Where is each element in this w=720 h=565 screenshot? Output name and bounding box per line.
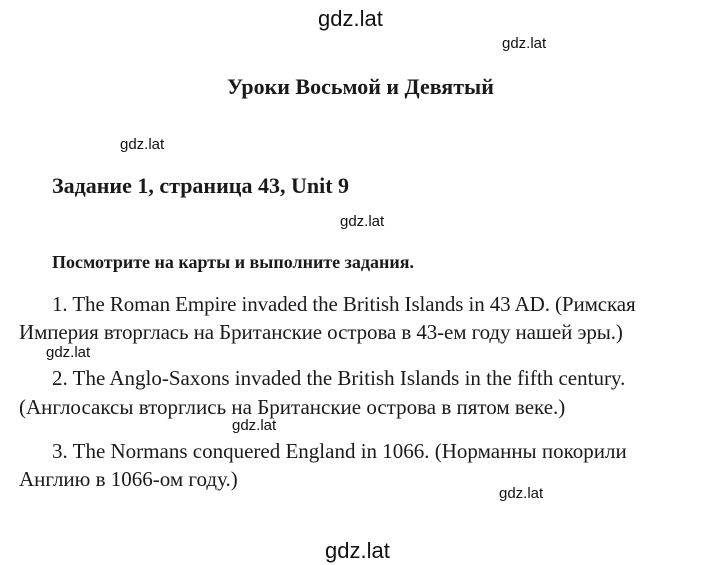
watermark: gdz.lat	[46, 344, 91, 361]
item-2-line-1: 2. The Anglo-Saxons invaded the British Islands in the fifth century.	[52, 366, 626, 390]
item-3-line-2: Англию в 1066-ом году.)	[19, 467, 238, 491]
watermark: gdz.lat	[232, 417, 277, 434]
item-3-line-1: 3. The Normans conquered England in 1066. (Норманны покорили	[52, 439, 627, 463]
watermark: gdz.lat	[120, 136, 165, 153]
item-1-line-2: Империя вторглась на Британские острова в 43-ем году нашей эры.)	[19, 320, 623, 344]
watermark: gdz.lat	[502, 35, 547, 52]
task-heading: Задание 1, страница 43, Unit 9	[52, 173, 350, 198]
page-title: Уроки Восьмой и Девятый	[227, 74, 494, 99]
watermark-top: gdz.lat	[318, 6, 383, 31]
item-2-line-2: (Англосаксы вторглись на Британские острова в пятом веке.)	[19, 395, 566, 419]
watermark: gdz.lat	[499, 485, 544, 502]
item-1-line-1: 1. The Roman Empire invaded the British Islands in 43 AD. (Римская	[52, 292, 636, 316]
watermark-bottom: gdz.lat	[325, 538, 390, 563]
instruction: Посмотрите на карты и выполните задания.	[52, 252, 414, 272]
watermark: gdz.lat	[340, 213, 385, 230]
